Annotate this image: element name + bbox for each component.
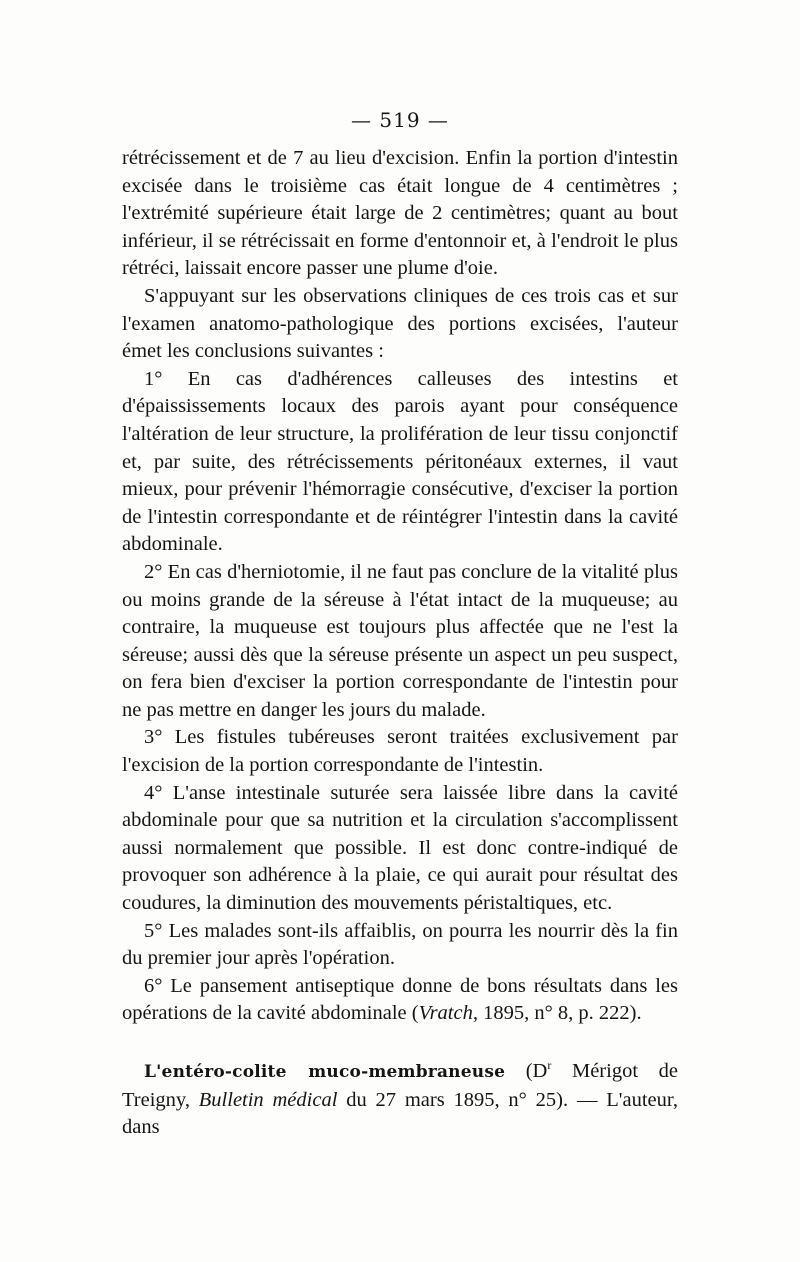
page-number: — 519 — [351, 108, 449, 132]
article-heading: L'entéro-colite muco-membraneuse [144, 1062, 506, 1082]
paragraph-intro-conclusions: S'appuyant sur les observations cliniques de ces trois cas et sur l'examen anatomo-pathologique des portions excisées, l'auteur émet les conclusions suivantes : [122, 284, 678, 363]
new-article-paragraph [122, 1058, 678, 1142]
paragraph-continuation: rétrécissement et de 7 au lieu d'excision. Enfin la portion d'intestin excisée dans le troisième cas était longue de 4 centimètres ; l'extrémité supérieure était large de 2 centimètres; quant au bout inférieur, il se rétrécissait en forme d'entonnoir et, à l'endroit le plus rétréci, laissait encore passer une plume d'oie. [122, 147, 678, 280]
body-text [122, 145, 678, 1142]
paragraph-conclusion-3: 3° Les fistules tubéreuses seront traitées exclusivement par l'excision de la portion correspondante de l'intestin. [122, 726, 678, 777]
paragraph-conclusion-6 [122, 973, 678, 1028]
journal-citation: Vratch, [418, 1002, 478, 1025]
conclusion-6-text: 6° Le pansement antiseptique donne de bons résultats dans les opérations de la cavité abdominale ( [122, 974, 678, 1025]
paragraph-conclusion-1: 1° En cas d'adhérences calleuses des intestins et d'épaississements locaux des parois ayant pour conséquence l'altération de leur structure, la prolifération de leur tissu conjonctif et, par suite, des rétrécissements péritonéaux externes, il vaut mieux, pour prévenir l'hémorragie consécutive, d'exciser la portion de l'intestin correspondante et de réintégrer l'intestin dans la cavité abdominale. [122, 367, 678, 556]
citation-details: 1895, n° 8, p. 222). [477, 1002, 642, 1025]
source-journal: Bulletin médical [198, 1088, 338, 1111]
author-title-superscript: r [547, 1058, 552, 1073]
author-open: (D [505, 1060, 548, 1082]
paragraph-conclusion-4: 4° L'anse intestinale suturée sera laissée libre dans la cavité abdominale pour que sa nutrition et la circulation s'accomplissent aussi normalement que possible. Il est donc contre-indiqué de provoquer son adhérence à la plaie, ce qui aurait pour résultat des coudures, la diminution des mouvements péristaltiques, etc. [122, 781, 678, 915]
source-details: du 27 mars 1895, n° 25). — L'auteur, dans [122, 1088, 678, 1139]
paragraph-conclusion-2: 2° En cas d'herniotomie, il ne faut pas conclure de la vitalité plus ou moins grande de la séreuse à l'état intact de la muqueuse; au contraire, la muqueuse est toujours plus affectée que ne l'est la séreuse; aussi dès que la séreuse présente un aspect un peu suspect, on fera bien d'exciser la portion correspondante de l'intestin pour ne pas mettre en danger les jours du malade. [122, 560, 678, 721]
author-name: Mérigot de Treigny, [122, 1060, 678, 1111]
paragraph-conclusion-5: 5° Les malades sont-ils affaiblis, on pourra les nourrir dès la fin du premier jour après l'opération. [122, 919, 678, 970]
